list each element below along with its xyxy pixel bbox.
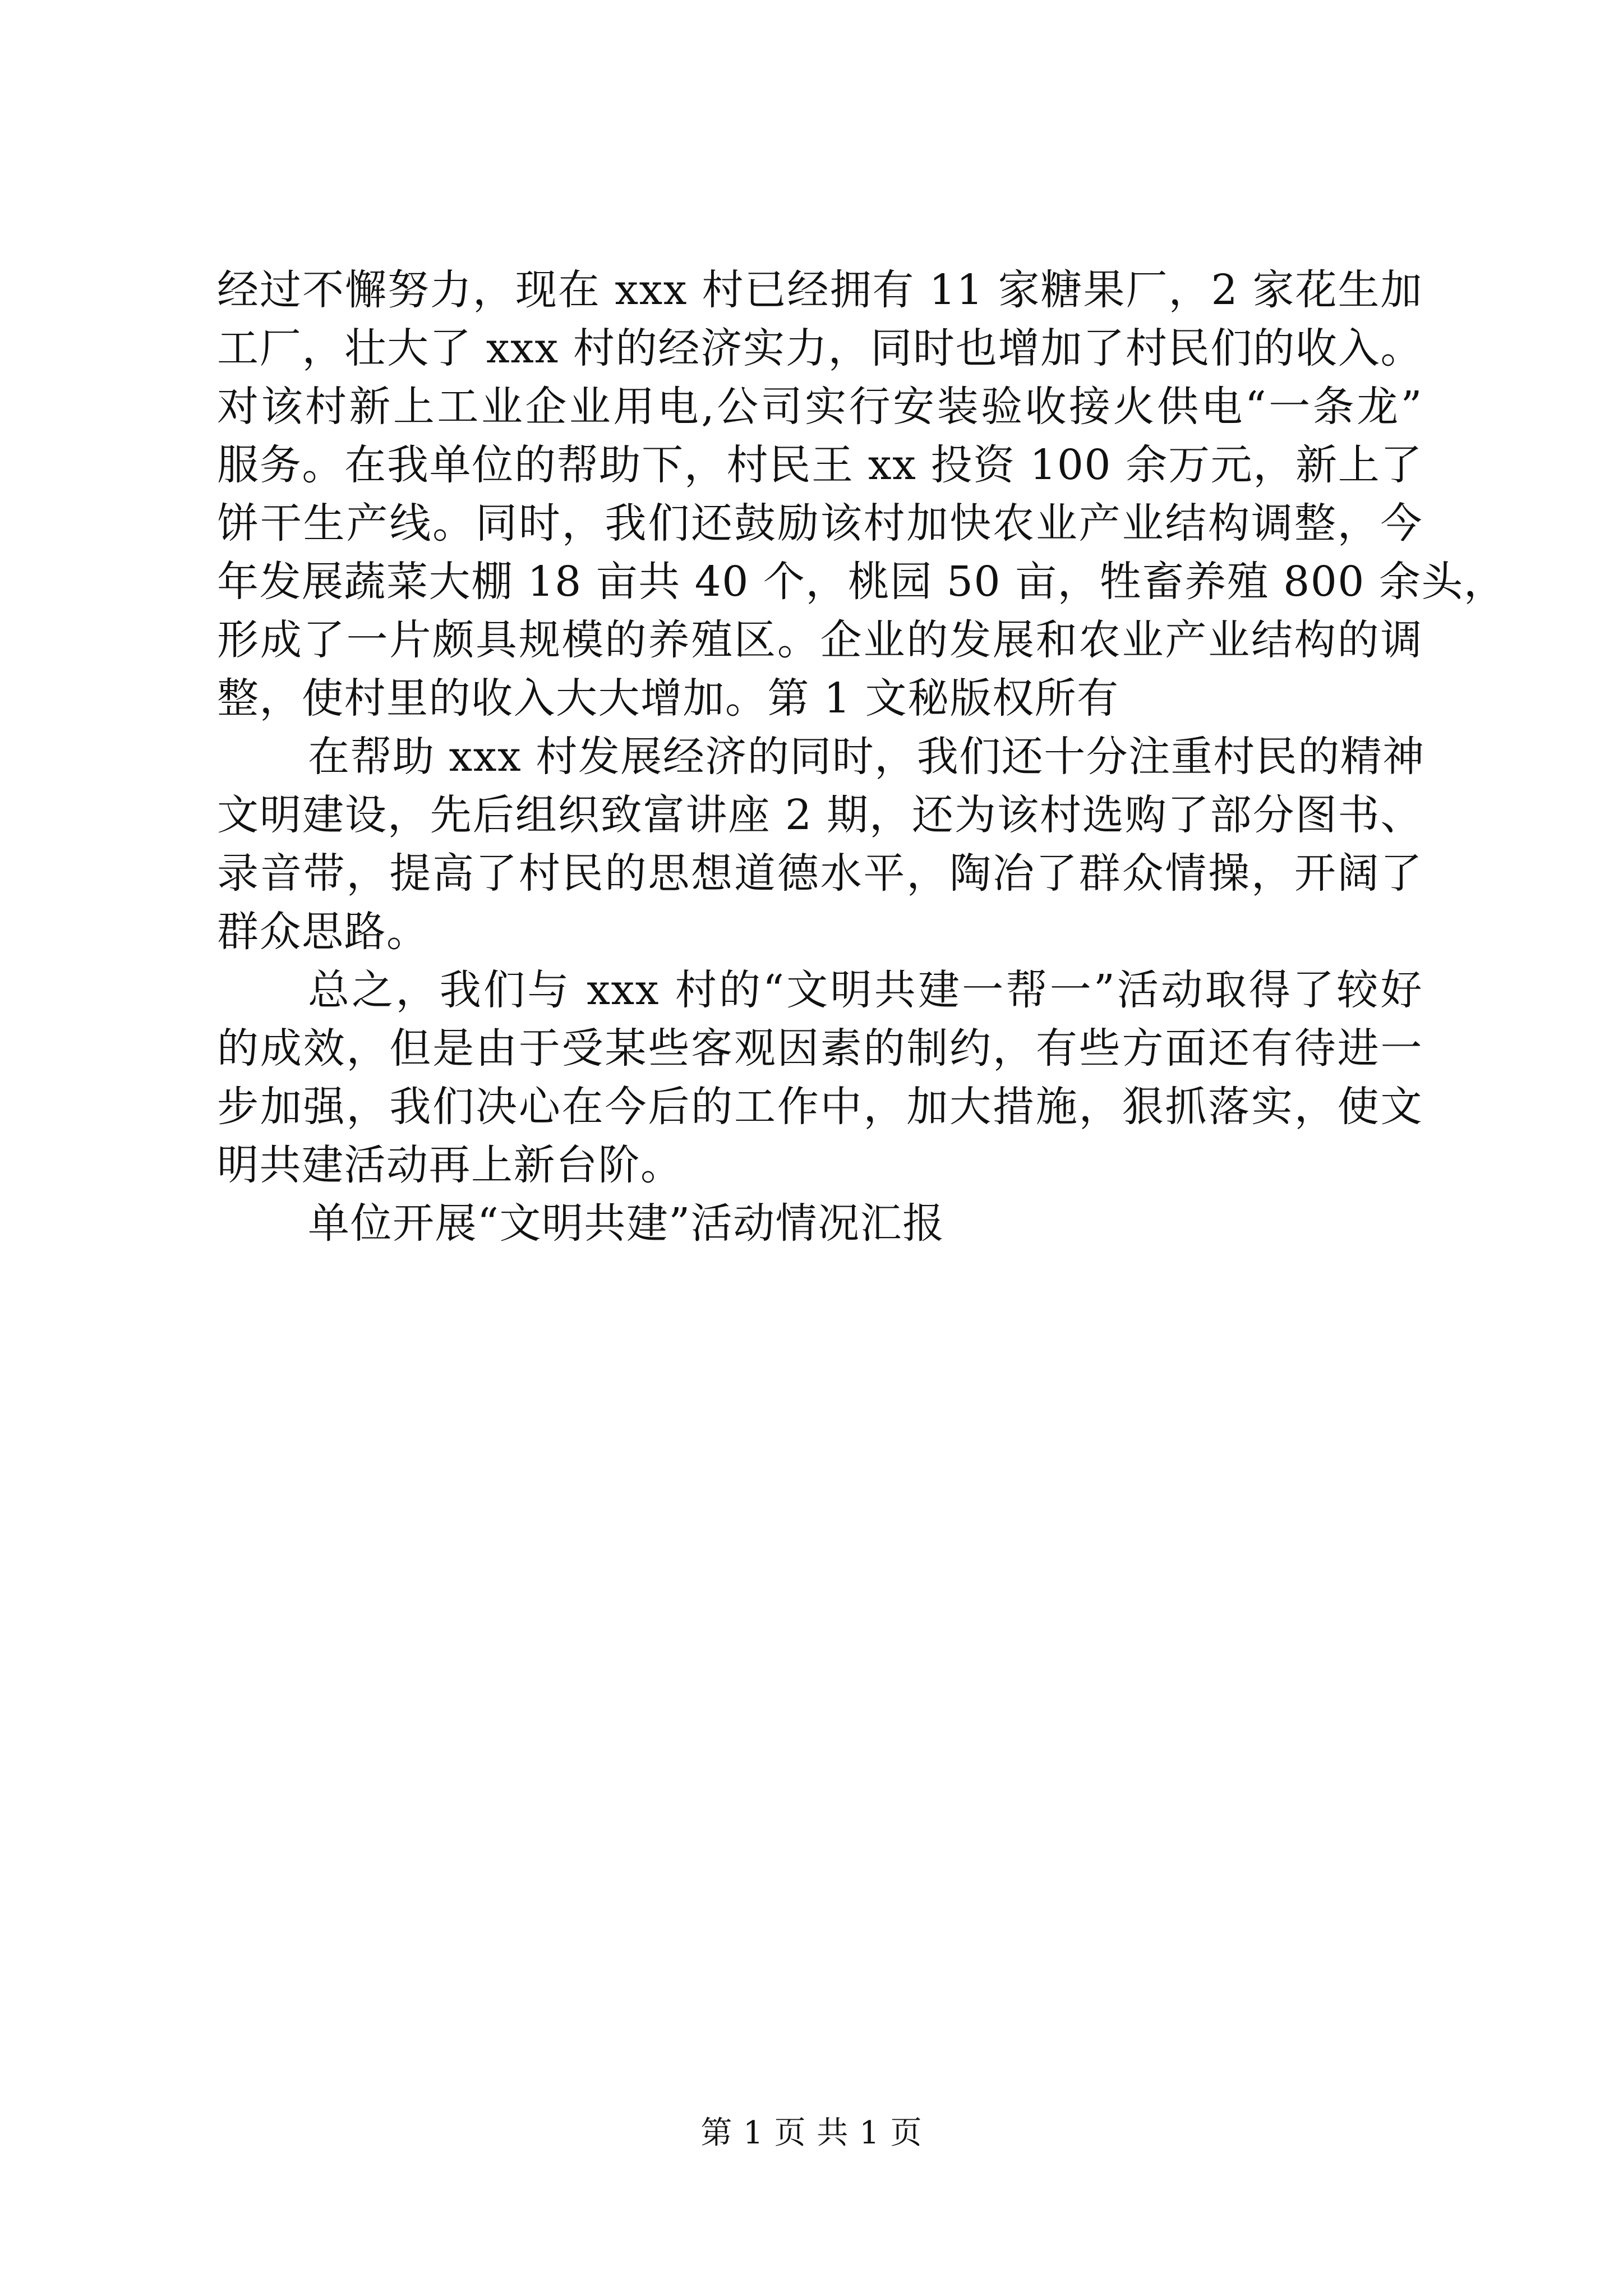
paragraph-1-line-7: 形成了一片颇具规模的养殖区。企业的发展和农业产业结构的调	[217, 616, 1423, 664]
paragraph-1-line-1: 经过不懈努力，现在 xxx 村已经拥有 11 家糖果厂，2 家花生加	[217, 266, 1423, 314]
document-body	[217, 261, 1506, 1253]
document-title-line: 单位开展“文明共建”活动情况汇报	[308, 1199, 945, 1248]
paragraph-2-line-2: 文明建设，先后组织致富讲座 2 期，还为该村选购了部分图书、	[217, 791, 1423, 839]
paragraph-2-line-3: 录音带，提高了村民的思想道德水平，陶冶了群众情操，开阔了	[217, 849, 1423, 898]
paragraph-3-line-1: 总之，我们与 xxx 村的“文明共建一帮一”活动取得了较好	[308, 966, 1423, 1014]
paragraph-2-line-4: 群众思路。	[217, 908, 429, 956]
paragraph-1-line-5: 饼干生产线。同时，我们还鼓励该村加快农业产业结构调整，今	[217, 499, 1423, 547]
paragraph-1-line-3: 对该村新上工业企业用电,公司实行安装验收接火供电“一条龙”	[217, 383, 1423, 431]
paragraph-3-line-2: 的成效，但是由于受某些客观因素的制约，有些方面还有待进一	[217, 1024, 1423, 1073]
paragraph-1-line-8: 整，使村里的收入大大增加。第 1 文秘版权所有	[217, 674, 1119, 723]
paragraph-1-line-4: 服务。在我单位的帮助下，村民王 xx 投资 100 余万元，新上了	[217, 441, 1423, 489]
paragraph-1-line-2: 工厂，壮大了 xxx 村的经济实力，同时也增加了村民们的收入。	[217, 324, 1423, 372]
paragraph-3-line-3: 步加强，我们决心在今后的工作中，加大措施，狠抓落实，使文	[217, 1083, 1423, 1131]
page-number-footer: 第 1 页 共 1 页	[700, 2115, 923, 2151]
paragraph-3-line-4: 明共建活动再上新台阶。	[217, 1141, 683, 1189]
paragraph-2-line-1: 在帮助 xxx 村发展经济的同时，我们还十分注重村民的精神	[308, 733, 1425, 781]
paragraph-1-line-6: 年发展蔬菜大棚 18 亩共 40 个，桃园 50 亩，牲畜养殖 800 余头，	[217, 558, 1506, 606]
